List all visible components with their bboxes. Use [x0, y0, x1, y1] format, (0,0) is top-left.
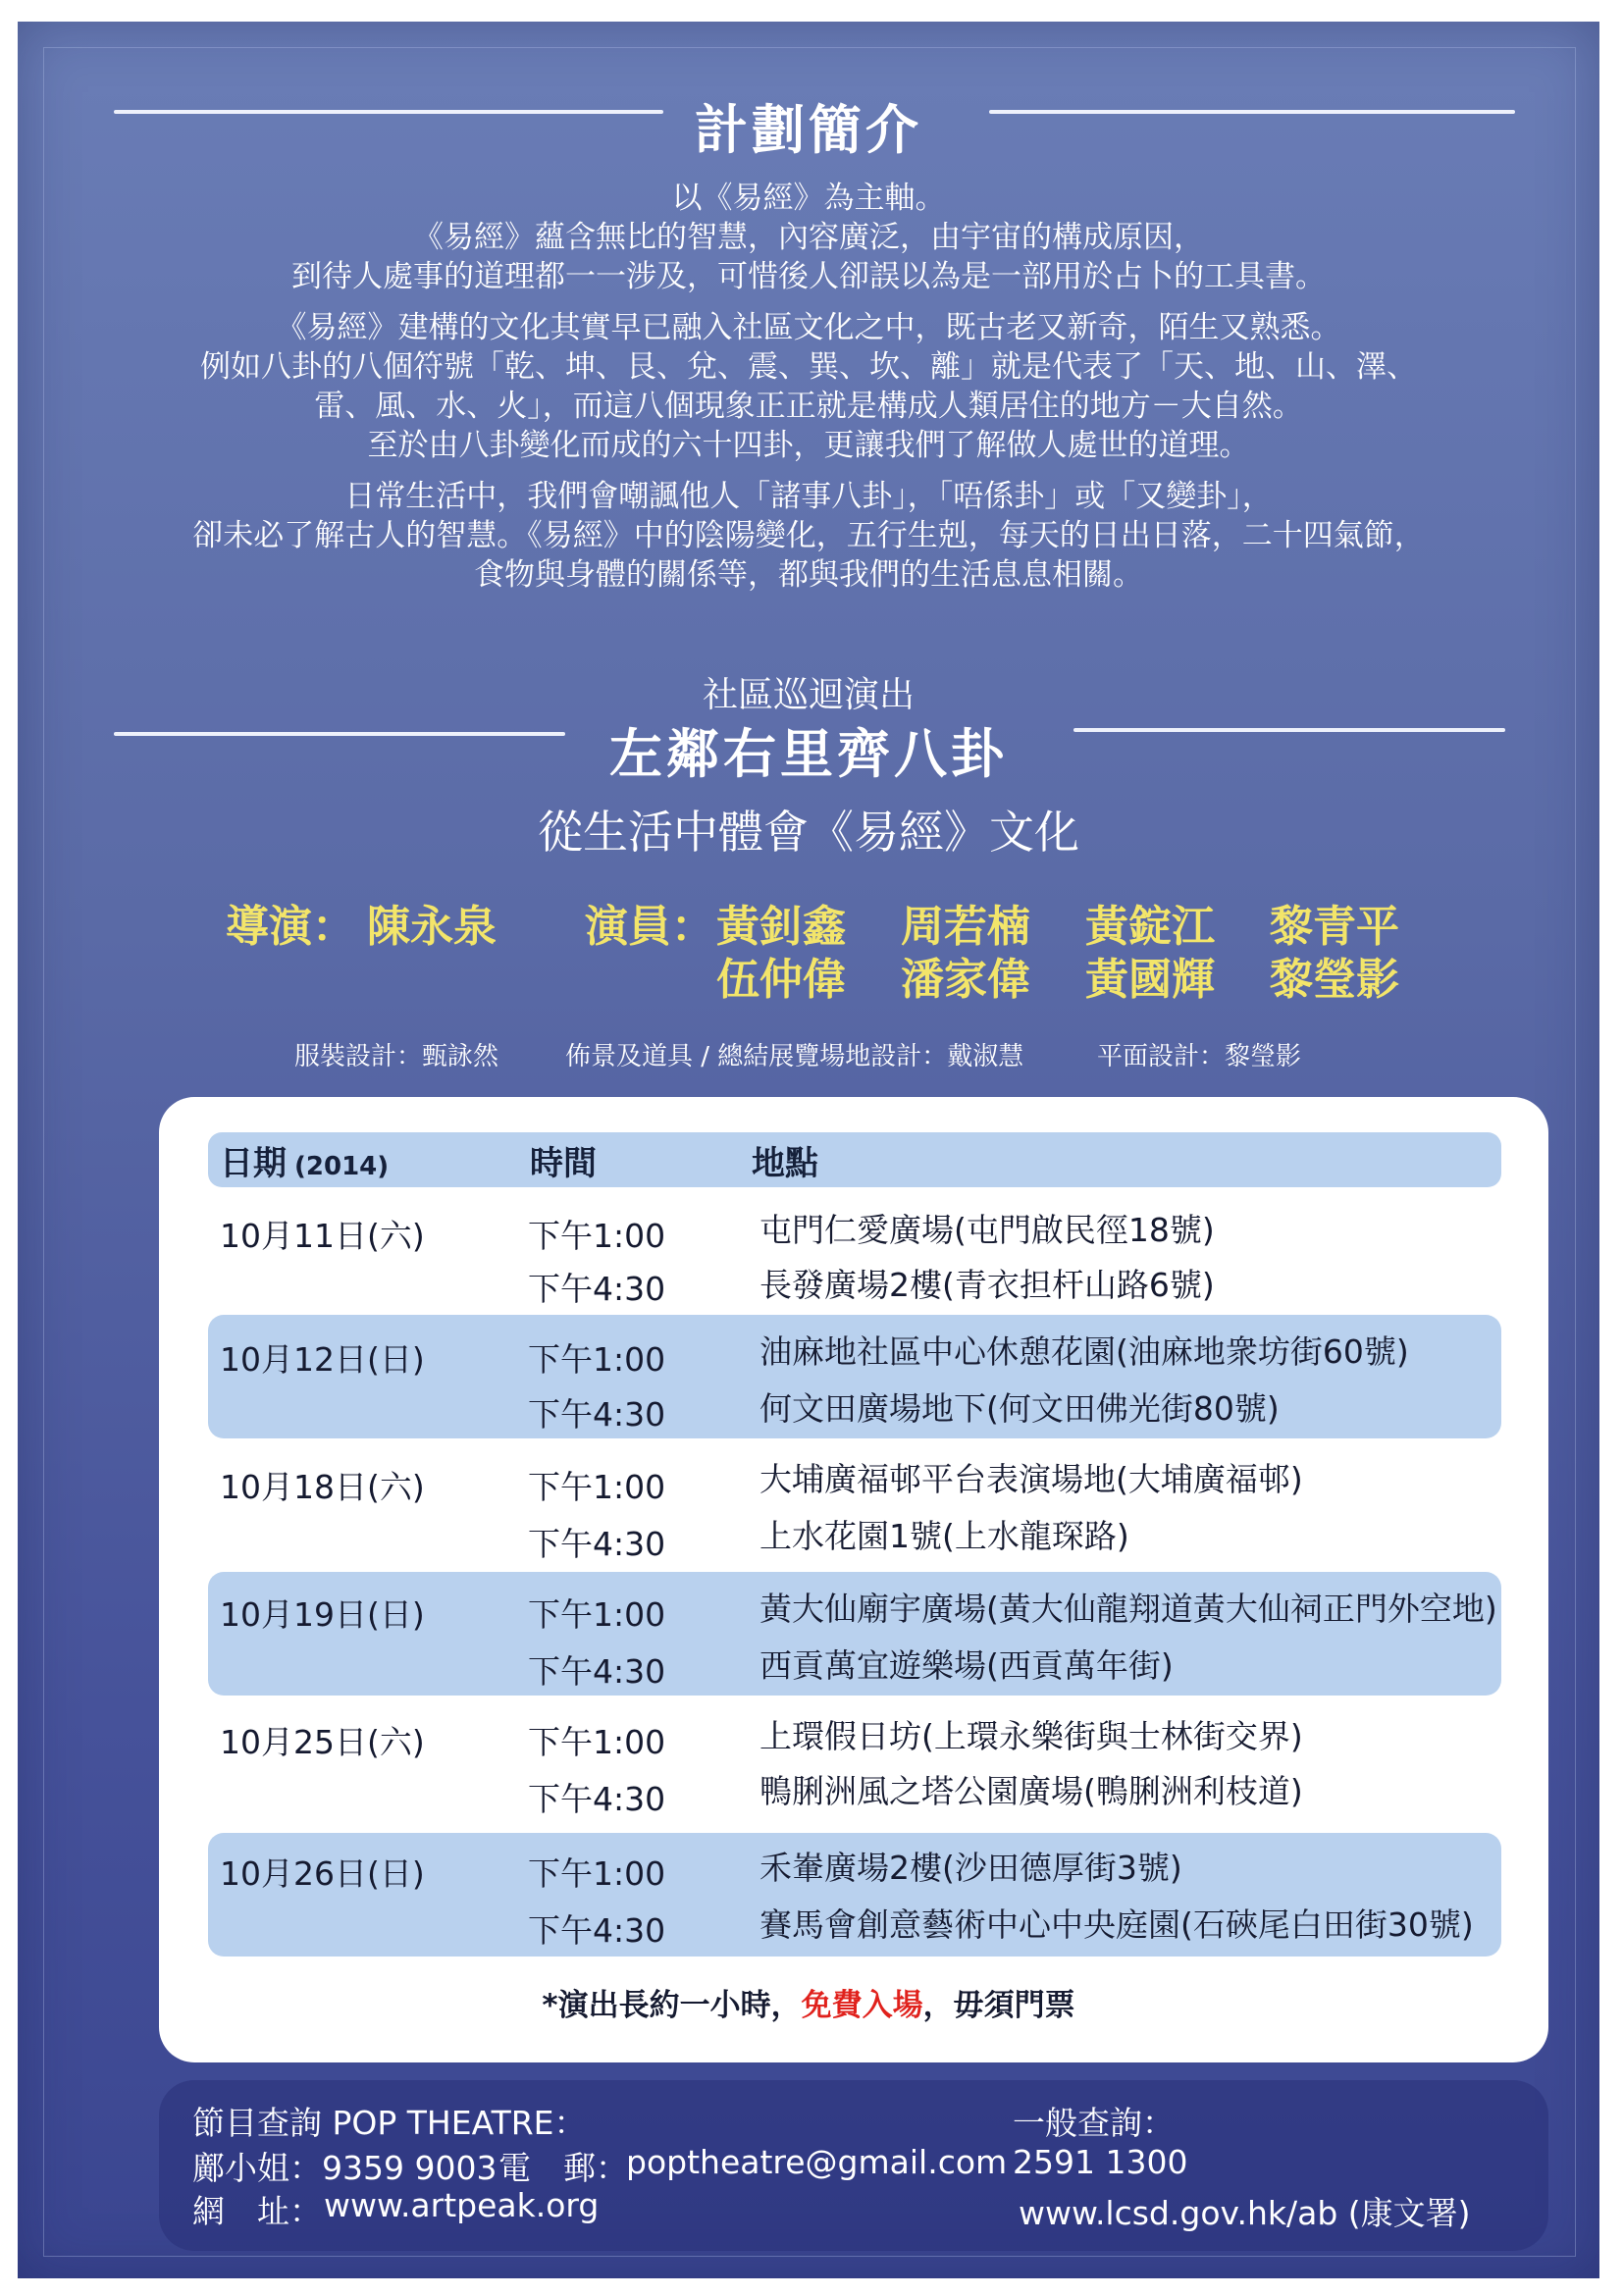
cast-member: 黎瑩影: [1270, 955, 1399, 1005]
cast-member: 周若楠: [901, 902, 1030, 952]
row-venue: 西貢萬宜遊樂場(西貢萬年街): [759, 1646, 1174, 1685]
cast-member: 黃錠江: [1085, 902, 1215, 952]
intro-line: 以《易經》為主軸。: [671, 181, 946, 216]
row-venue: 上水花園1號(上水龍琛路): [759, 1517, 1129, 1555]
cast-member: 黃國輝: [1085, 955, 1215, 1005]
show-title: 左鄰右里齊八卦: [609, 723, 1008, 785]
intro-title: 計劃簡介: [695, 99, 922, 161]
intro-line: 食物與身體的關係等，都與我們的生活息息相關。: [474, 557, 1143, 593]
cast-member: 黃釗鑫: [716, 902, 846, 952]
row-time: 下午1:00: [528, 1468, 666, 1506]
note-text: *演出長約一小時，: [542, 1988, 802, 2023]
row-time: 下午4:30: [528, 1525, 666, 1563]
header-venue: 地點: [752, 1144, 818, 1183]
intro-line: 至於由八卦變化而成的六十四卦，更讓我們了解做人處世的道理。: [367, 428, 1250, 463]
free-admission: 免費入場: [801, 1988, 923, 2023]
general-enquiry-phone: 2591 1300: [1013, 2143, 1188, 2181]
costume-credit: 服裝設計：甄詠然: [294, 1042, 499, 1071]
schedule-header: [208, 1132, 1501, 1187]
row-time: 下午1:00: [528, 1340, 666, 1379]
row-time: 下午4:30: [528, 1270, 666, 1308]
row-venue: 鴨脷洲風之塔公園廣場(鴨脷洲利枝道): [759, 1772, 1303, 1810]
enquiry-label: 節目查詢 POP THEATRE：: [192, 2104, 587, 2142]
cast-member: 黎青平: [1270, 902, 1399, 952]
email-label: 電 郵：: [498, 2149, 628, 2187]
admission-note: [18, 1980, 1599, 2024]
email-link[interactable]: poptheatre@gmail.com: [626, 2143, 1008, 2181]
intro-line: 《易經》蘊含無比的智慧，內容廣泛，由宇宙的構成原因，: [413, 220, 1204, 255]
row-venue: 黃大仙廟宇廣場(黃大仙龍翔道黃大仙祠正門外空地): [759, 1590, 1497, 1628]
row-time: 下午1:00: [528, 1217, 666, 1255]
row-venue: 屯門仁愛廣場(屯門啟民徑18號): [759, 1211, 1215, 1249]
cast-label: 演員：: [585, 902, 714, 952]
header-date: [220, 1136, 389, 1184]
row-time: 下午4:30: [528, 1780, 666, 1818]
web-label: 網 址：: [192, 2192, 322, 2230]
set-credit: 佈景及道具 / 總結展覽場地設計：戴淑慧: [565, 1042, 1024, 1071]
director-label: 導演：: [226, 902, 355, 952]
director-name: 陳永泉: [367, 902, 497, 952]
note-text: ，毋須門票: [922, 1988, 1075, 2023]
row-venue: 上環假日坊(上環永樂街與士林街交界): [759, 1717, 1303, 1755]
row-time: 下午1:00: [528, 1595, 666, 1634]
header-year: (2014): [294, 1152, 390, 1181]
row-venue: 賽馬會創意藝術中心中央庭園(石硤尾白田街30號): [759, 1905, 1474, 1944]
general-enquiry-label: 一般查詢：: [1013, 2104, 1175, 2142]
intro-line: 《易經》建構的文化其實早已融入社區文化之中，既古老又新奇，陌生又熟悉。: [276, 310, 1341, 345]
row-time: 下午4:30: [528, 1395, 666, 1434]
intro-line: 例如八卦的八個符號「乾、坤、艮、兌、震、巽、坎、離」就是代表了「天、地、山、澤、: [200, 349, 1417, 385]
show-kicker: 社區巡迴演出: [702, 675, 915, 715]
intro-text: [126, 179, 1492, 606]
row-date: 10月19日(日): [220, 1595, 425, 1634]
contact-phone: 鄺小姐：9359 9003: [192, 2149, 497, 2187]
header-time: 時間: [530, 1144, 597, 1183]
row-date: 10月11日(六): [220, 1217, 425, 1255]
intro-line: 雷、風、水、火」，而這八個現象正正就是構成人類居住的地方－大自然。: [314, 389, 1303, 424]
intro-paragraph-2: [126, 308, 1492, 465]
row-venue: 長發廣場2樓(青衣担杆山路6號): [759, 1266, 1215, 1304]
general-enquiry-web[interactable]: www.lcsd.gov.hk/ab (康文署): [1019, 2194, 1471, 2232]
row-time: 下午4:30: [528, 1652, 666, 1691]
show-subtitle: 從生活中體會《易經》文化: [538, 806, 1079, 859]
row-venue: 大埔廣福邨平台表演場地(大埔廣福邨): [759, 1460, 1303, 1498]
row-date: 10月26日(日): [220, 1854, 425, 1893]
row-time: 下午1:00: [528, 1854, 666, 1893]
row-date: 10月18日(六): [220, 1468, 425, 1506]
intro-paragraph-3: [126, 477, 1492, 595]
flyer-back-page: [18, 22, 1599, 2278]
intro-line: 到待人處事的道理都一一涉及，可惜後人卻誤以為是一部用於占卜的工具書。: [291, 259, 1326, 294]
row-time: 下午4:30: [528, 1911, 666, 1950]
cast-member: 伍仲偉: [716, 955, 846, 1005]
header-date-label: 日期: [220, 1144, 287, 1183]
intro-line: 日常生活中，我們會嘲諷他人「諸事八卦」，「唔係卦」或「又變卦」，: [344, 479, 1273, 514]
row-date: 10月25日(六): [220, 1723, 425, 1761]
cast-member: 潘家偉: [901, 955, 1030, 1005]
graphic-credit: 平面設計：黎瑩影: [1097, 1042, 1302, 1071]
intro-paragraph-1: [126, 179, 1492, 296]
row-time: 下午1:00: [528, 1723, 666, 1761]
row-date: 10月12日(日): [220, 1340, 425, 1379]
row-venue: 禾輋廣場2樓(沙田德厚街3號): [759, 1849, 1182, 1887]
row-venue: 何文田廣場地下(何文田佛光街80號): [759, 1389, 1280, 1428]
web-link[interactable]: www.artpeak.org: [324, 2186, 600, 2224]
intro-line: 卻未必了解古人的智慧。《易經》中的陰陽變化，五行生剋，每天的日出日落，二十四氣節，: [192, 518, 1425, 553]
row-venue: 油麻地社區中心休憩花園(油麻地衆坊街60號): [759, 1332, 1409, 1371]
